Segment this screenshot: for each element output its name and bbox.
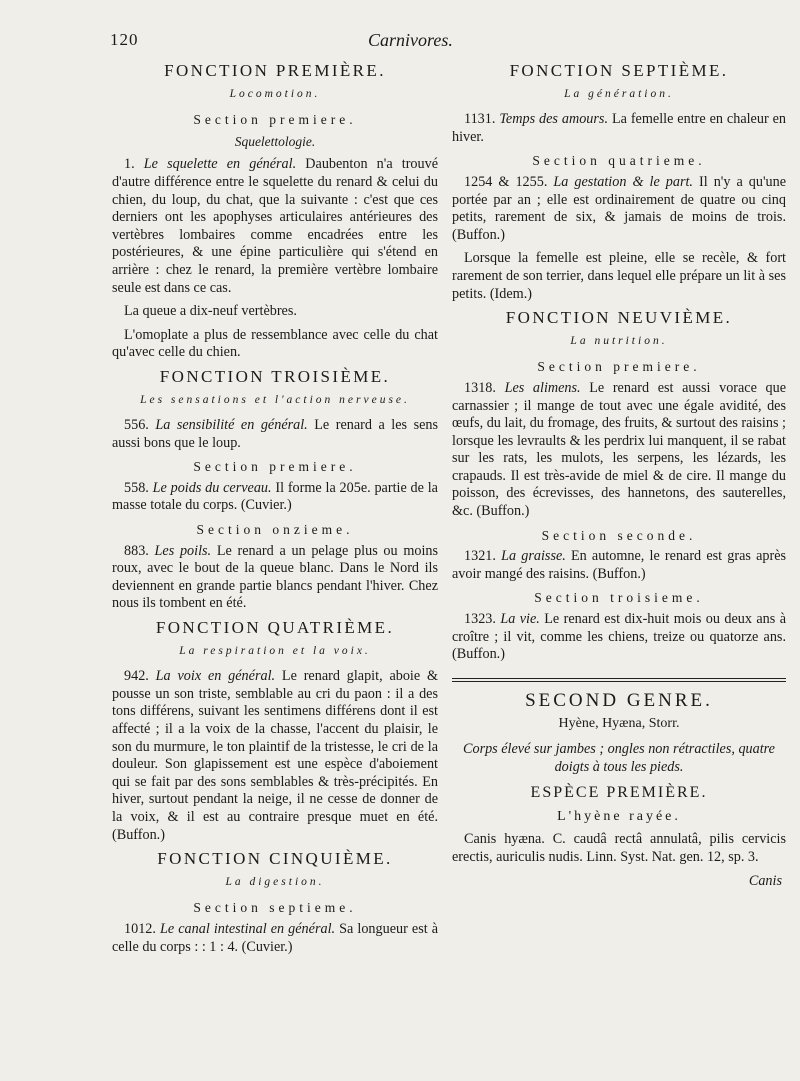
paragraph-lead: Le canal intestinal en général. (160, 920, 336, 937)
paragraph-lead: Les poils. (154, 542, 212, 559)
paragraph-number: 1321. (464, 548, 496, 565)
paragraph-number: 1012. (124, 920, 156, 937)
paragraph-1 (112, 156, 438, 297)
paragraph-1131 (452, 111, 786, 146)
paragraph-number: 1131. (464, 111, 496, 128)
fonction-quatrieme-heading: FONCTION QUATRIÈME. (155, 618, 395, 638)
hyene-genus-line: Hyène, Hyæna, Storr. (558, 716, 680, 732)
fonction-neuvieme-heading: FONCTION NEUVIÈME. (505, 308, 733, 328)
paragraph-number: 1323. (464, 611, 496, 628)
paragraph-1321 (452, 548, 786, 583)
paragraph-number: 1318. (464, 379, 496, 396)
paragraph-number: 1254 & 1255. (464, 173, 548, 190)
paragraph-lead: La gestation & le part. (553, 173, 693, 190)
paragraph-lead: La voix en général. (155, 668, 276, 685)
paragraph-1254 (452, 174, 786, 244)
paragraph-1323 (452, 611, 786, 664)
paragraph-number: 556. (124, 417, 149, 434)
paragraph-883 (112, 543, 438, 613)
section-quatrieme-heading: Section quatrieme. (532, 153, 706, 169)
paragraph-text: Le renard glapit, aboie & pousse un son triste, semblable au cri du paon : il a des tons différens, suivant les sentimens différens dont il est affecté ; il a la voix de la chasse, l'accent du plaisir, le son du murmure, le ton plaintif de la tristesse, le cri de la douleur. Son glapissement est une espèce d'aboiement qui se fait par des sons semblables & très-précipités. En hiver, surtout pendant la neige, il ne cesse de donner de la voix, & il est au contraire presque muet en été. (Buffon.) (112, 668, 439, 843)
nutrition-subtitle: La nutrition. (570, 334, 668, 347)
paragraph-lead: La sensibilité en général. (155, 417, 308, 434)
fonction-premiere-heading: FONCTION PREMIÈRE. (164, 61, 386, 80)
page-header (0, 30, 800, 56)
paragraph-558 (112, 480, 438, 515)
paragraph-text: Le renard a les sens aussi bons que le loup. (112, 417, 439, 451)
paragraph-number: 558. (124, 479, 149, 496)
section-premiere-heading-2: Section premiere. (193, 459, 357, 475)
section-troisieme-heading: Section troisieme. (534, 590, 704, 606)
paragraph-text: Le renard a un pelage plus ou moins roux, avec le bout de la queue blanc. Dans le Nord ils deviennent en grande partie blancs pendant l'hiver. Chez nous ils tombent en été. (112, 542, 439, 612)
paragraph-text: Sa longueur est à celle du corps : : 1 : 4. (Cuvier.) (112, 920, 439, 955)
paragraph-text: Il n'y a qu'une portée par an ; elle est ordinairement de quatre ou cinq petits, rarement de six, & jamais de moins de trois. (Buffon.) (452, 173, 786, 243)
section-premiere-heading-right: Section premiere. (537, 359, 701, 375)
paragraph-lead: Le squelette en général. (143, 156, 297, 173)
squelettologie-subhead: Squelettologie. (234, 133, 316, 149)
paragraph-lead: La vie. (500, 611, 540, 628)
paragraph-1254-continued: Lorsque la femelle est pleine, elle se recèle, & fort rarement de son terrier, dans lequel elle prépare un lit à ses petits. (Idem.) (452, 250, 786, 302)
paragraph-lead: La graisse. (501, 548, 566, 565)
fonction-troisieme-heading: FONCTION TROISIÈME. (159, 366, 391, 386)
paragraph-text: Il forme la 205e. partie de la masse totale du corps. (Cuvier.) (112, 479, 438, 514)
paragraph-lead: Les alimens. (504, 379, 581, 396)
paragraph-lead: Le poids du cerveau. (152, 479, 272, 496)
second-genre-heading: SECOND GENRE. (525, 689, 713, 711)
paragraph-omoplate: L'omoplate a plus de ressemblance avec celle du chat qu'avec celle du chien. (112, 326, 438, 361)
paragraph-lead: Temps des amours. (499, 111, 608, 128)
page-number: 120 (110, 30, 139, 49)
paragraph-text: La femelle entre en chaleur en hiver. (452, 111, 786, 145)
paragraph-text: En automne, le renard est gras après avoir mangé des raisins. (Buffon.) (452, 548, 787, 582)
section-onzieme-heading: Section onzieme. (196, 522, 354, 538)
paragraph-number: 883. (124, 542, 149, 559)
paragraph-556 (112, 417, 438, 452)
fonction-cinquieme-heading: FONCTION CINQUIÈME. (157, 849, 393, 869)
paragraph-text: Le renard est dix-huit mois ou deux ans à croître ; il vit, comme les chiens, treize ou quatorze ans. (Buffon.) (452, 611, 787, 663)
section-seconde-heading: Section seconde. (541, 527, 697, 543)
section-septieme-heading: Section septieme. (193, 900, 357, 916)
paragraph-number: 942. (124, 668, 149, 685)
genus-diagnosis: Corps élevé sur jambes ; ongles non rétractiles, quatre doigts à tous les pieds. (463, 741, 775, 775)
paragraph-queue: La queue a dix-neuf vertèbres. (124, 303, 297, 320)
right-column (452, 56, 786, 890)
latin-description: Canis hyæna. C. caudâ rectâ annulatâ, pilis cervicis erectis, auriculis nudis. Linn. Syst. Nat. gen. 12, sp. 3. (452, 831, 786, 865)
paragraph-1012 (112, 921, 438, 956)
double-rule-divider (452, 678, 786, 682)
espece-premiere-heading: ESPÈCE PREMIÈRE. (530, 784, 708, 802)
digestion-subtitle: La digestion. (225, 875, 325, 888)
generation-subtitle: La génération. (564, 87, 674, 100)
left-column (112, 56, 438, 962)
sensations-subtitle: Les sensations et l'action nerveuse. (140, 393, 410, 406)
hyene-rayee-heading: L'hyène rayée. (557, 808, 681, 824)
section-premiere-heading: Section premiere. (193, 112, 357, 128)
fonction-septieme-heading: FONCTION SEPTIÈME. (509, 61, 729, 80)
paragraph-text: Le renard est aussi vorace que carnassier ; il mange de tout avec une égale avidité, des œufs, du lait, du fromage, des fruits, & surtout des raisins ; lorsque les levraults & les perdrix lui manquent, il se rabat sur les rats, les mulots, les serpens, les lézards, les crapauds. Il est très-avide de miel & de cire. Il mange du poisson, des écrevisses, des hannetons, des sauterelles, &c. (Buffon.) (452, 379, 787, 520)
catchword: Canis (748, 872, 782, 889)
locomotion-subtitle: Locomotion. (229, 87, 321, 100)
running-title: Carnivores. (368, 30, 453, 50)
paragraph-942 (112, 668, 438, 844)
paragraph-number: 1. (124, 156, 135, 173)
paragraph-text: Daubenton n'a trouvé d'autre différence entre le squelette du renard & celui du chien, du loup, du chat, que la suivante : c'est que ces derniers ont les apophyses articulaires antérieures des vertèbres lombaires comme encadrées entre les postérieures, & une épine particulière qui s'étend en arrière : chez le renard, la première vertèbre lombaire seule est dans ce cas. (112, 156, 439, 296)
respiration-subtitle: La respiration et la voix. (179, 644, 371, 657)
paragraph-1318 (452, 380, 786, 521)
